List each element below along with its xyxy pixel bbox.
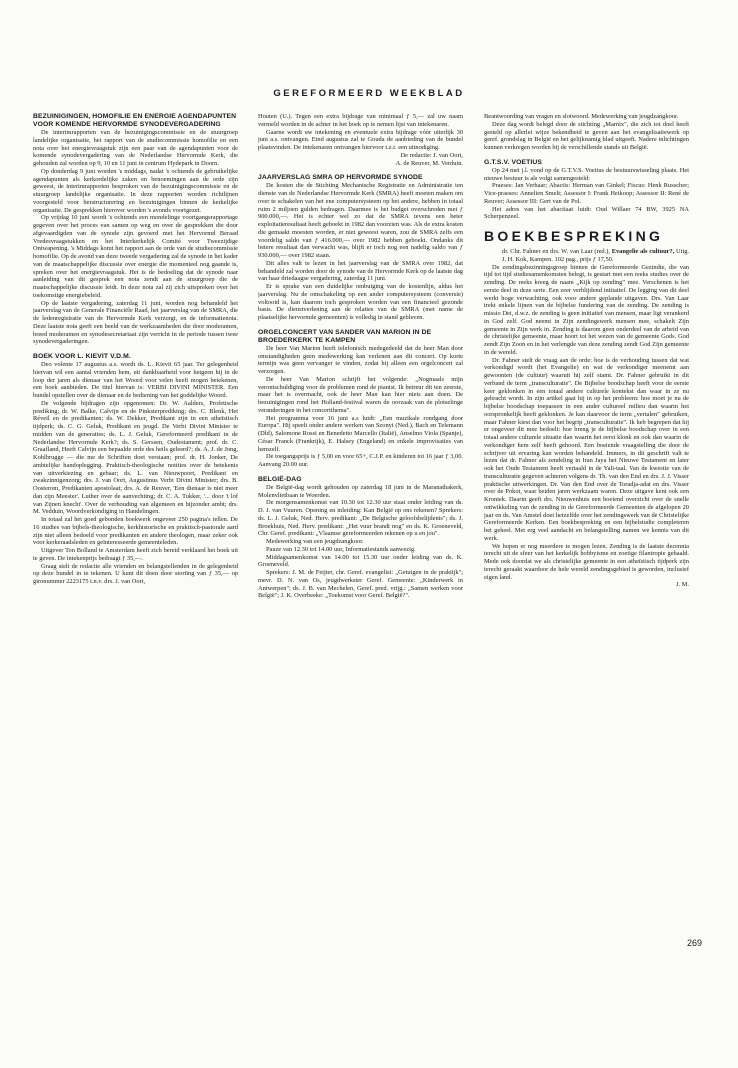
paragraph: Beantwoording van vragen en slotwoord. Medewerking van jeugdzangkoor.	[484, 113, 679, 120]
headline-voetius: G.T.S.V. VOETIUS	[484, 158, 543, 166]
section-title-boekbespreking: BOEKBESPREKING	[484, 228, 664, 244]
paragraph: Houten (U.). Tegen een extra bijdrage van minimaal ƒ 5,— zal uw naam vermeld worden in de achter in het boek op te nemen lijst van intekenaren.	[258, 113, 463, 128]
book-publisher: Uitg. J. H. Kok, Kampen. 102 pag., prijs ƒ 17,50.	[502, 248, 689, 263]
signature: De redactie: J. van Oort,	[400, 151, 463, 159]
paragraph: De volgende bijdragen zijn opgenomen: Dr. W. Aalders, Profetische prediking; dr. W. Balke, Calvijn en de Pinksterprediking; drs. C. Blenk, Het Réveil en de predikanten; ds. W. Dekker, Predikant zijn in een atheïstisch tijdperk; ds. C. G. Geluk, Predikant en jeugd. De Verbi Divini Minister te midden van de generaties; ds. L. J. Geluk, Gereformeerd predikant in de Nederlandse Hervormde Kerk?; ds. S. Gerssen, Oudestament; prof. dr. C. Graafland, Heeft Calvijn een bepaalde orde des heils geleerd?; ds. A. J. de Jong, Kohlbrugge — die me de Schriften doet verstaan; prof. dr. H. Jonker, De ambtelijke handoplegging. Praktisch-theologische notities over de betekenis van uitverkiezing en gebaar; ds. L. van Nieuwpoort, Predikant en zwakzinnigenzorg; drs. J. van Oort, Augustinus Verbi Divini Minister; drs. B. Oosterom, Predikanten apostolaat; drs. A. de Reuver, 'Een dienaar is niet meer dan zijn Meester'. Luther over de aanvechting; dr. C. A. Tukker, '... door 't lof van Zijnen knecht'. Over de verhouding van algemeen en bijzonder ambt; drs. M. Vedduin, Woordverkondiging in Handelingen.	[33, 399, 238, 516]
page-number: 269	[687, 938, 703, 948]
paragraph: Deze dag wordt belegd door de stichting „Marnix", die zich tot doel heeft gesteld op allerlei wijze bekendheid te geven aan het evangelisatiewerk op geref. grondslag in België en het gelijknamig blad uitgeeft. Nadere inlichtingen kunnen verkregen worden bij de verschillende stands uit België.	[484, 120, 689, 151]
paragraph: Het programma voor 16 juni a.s luidt: „Een muzikale rondgang door Europa". Hij speelt onder andere werken van Szonyi (Ned.), Bach en Telemann (Dld), Salomone Rossi en Benedetto Marcello (Italië), Anselmo Viola (Spanje), César Franck (Frankrijk), E. Halsey (Engeland) en enkele improvisaties van hemzelf.	[258, 414, 463, 453]
book-reference	[484, 248, 689, 264]
paragraph: Dr. Fahner stelt de vraag aan de orde: hoe is de verhouding tussen dat wat verkondigd wordt (het Evangelie) en wat de verkondiger meenemt aan gewoonten (de cultuur) waaruit hij zelf stamt. Dr. Fahner gebruikt in dit verband de term „transculturatie". De Bijbelse boodschap heeft voor de eerste keer geklonken in een totaal andere culturele kontekst dan waar in ze nu gebracht wordt. In zijn artikel gaat hij in op het probleem: hoe moet je nu de bijbelse boodschap toepassen in een ander cultureel milieu dan waarin het oorspronkelijk heeft geklonken. Je kan daarvoor de term „vertalen" gebruiken, maar Fahner kiest dan voor het begrip „transculturatie". Ik heb begrepen dat hij er ongeveer dit mee bedoelt: hoe breng je de bijbelse boodschap over in een totaal andere culturele situatie dan waarin het eerst klonk en ook dan waarin de verkondiger hem zelf heeft gehoord. Een boeiende vraagstelling die door de schrijver uit ervaring kan worden behandeld. Immers, in dit geschrift valt te lezen dat dr. Fahner als zendeling in Iran Jaya het Nieuwe Testament en later ook het Oude Testament heeft vertaald in de Yali-taal. Van de kwestie van de transculturatie gegeven achteren volgens dr. Th. van den End en drs. J. J. Visser praktische uitwerkingen. Dr. Van den End over de Toradja-adat en drs. Visser over de Pokot, waar beiden jaren werkzaam waren. Deze uitgave kent ook een Kroniek. Daarin geeft drs. Nieuwenhuis een boeiend overzicht over de snelle ontwikkeling van de zending in de Gereformeerde Gemeenten de afgelopen 20 jaar en ds. Van Amstel doet hetzelfde over het zendingswerk van de Christelijke Gereformeerde Kerken. Een boekbespreking en een bijbelstudie completeren het geheel. Met erg veel aandacht en belangstelling namen we kennis van dit werk.	[484, 356, 689, 542]
paragraph: Dit alles valt te lezen in het jaarverslag van de SMRA over 1982, dat behandeld zal worden door de synode van de Hervormde Kerk op de laatste dag van haar driedaagse vergadering, zaterdag 11 juni.	[258, 259, 463, 283]
book-title: Evangelie als cultuur?,	[611, 248, 675, 255]
paragraph: Pauze van 12.30 tot 14.00 uur, Informatiestands aanwezig.	[266, 545, 416, 553]
paragraph: De heer Van Marion schrijft het volgende: „Nogmaals mijn verontschuldiging voor de problemen rond de pianist. Ik betreur dit ten zeerste, maar het is overmacht, ook de heer Man kan hier niets aan doen. De bezuinigingen rond het Holland-festival waren de oorzaak van de plotselinge veranderingen in het concertthema".	[258, 375, 463, 414]
column-left	[33, 113, 238, 955]
paragraph: De morgensamenkomst van 10.30 tot 12.30 uur staat onder leiding van ds. D. J. van Vuuren. Opening en inleiding: Kan België op ons rekenen? Sprekers: ds. L. J. Geluk, Ned. Herv. predikant: „De Belgische geloofsbelijdenis"; ds. J. Broekhuis, Ned. Herv. predikant: „Het vuur brandt nog" en ds. K. Groeneveld, Chr. Geref. predikant: „Vlaamse gereformeerden rekenen op u en jou".	[258, 499, 463, 538]
paragraph: Het adres van het abactiaat luidt: Oud Willaer 74 BW, 3925 NA Scherpenzeel.	[484, 205, 689, 221]
headline-orgelconcert: ORGELCONCERT VAN SANDER VAN MARION IN DE BROEDERKERK TE KAMPEN	[258, 328, 432, 344]
paragraph: Er is sprake van een duidelijke ombuiging van de kostenlijn, aldus het jaarverslag. Nu de omschakeling op een ander computersysteem (conversie) voltooid is, kan daarom toch gesproken worden van een financieel gezonde basis. De dienstverlening aan de relaties van de SMRA (met name de plaatselijke hervormde gemeenten) is volledig in stand gebleven.	[258, 283, 463, 321]
masthead: GEREFORMEERD WEEKBLAD	[273, 88, 465, 99]
paragraph: De kosten die de Stichting Mechanische Registratie en Administratie ten dienste van de Nederlandse Hervormde Kerk (SMRA) heeft moeten maken om over te schakelen van het ene computersysteem op het andere, hebben in totaal ruim 2 miljoen gulden bedragen. Daarmee is het budget overschreden met ƒ 900.000,—. Het is echter wel zo dat de SMRA tevens een beter exploitatieresultaat heeft geboekt in 1982 dan voorzien was. Als de extra kosten die gemaakt moesten worden, er niet geweest waren, zou de SMRA zelfs een voordelig saldo van ƒ 416.000,— over 1982 hebben geboekt. Ondanks dit betere resultaat dan verwacht was, blijft er toch nog een nadelig saldo van ƒ 930.000,— over 1982 staan.	[258, 182, 463, 259]
paragraph: De toegangsprijs is ƒ 5,00 en voor 65+, C.J.P. en kinderen tot 16 jaar ƒ 3,00. Aanvang 20.00 uur.	[258, 453, 463, 468]
paragraph: De heer Van Marion heeft telefonisch medegedeeld dat de heer Man door omstandigheden geen medewerking kan verlenen aan dit concert. Op korte termijn was geen vervanger te vinden, zodat hij alleen een orgelconcert zal verzorgen.	[258, 344, 463, 375]
paragraph: Op 24 mei j.l. vond op de G.T.V.S. Voetius de bestuurswisseling plaats. Het nieuwe bestuur is als volgt samengesteld:	[484, 166, 689, 182]
paragraph: Uitgever Ton Bolland te Amsterdam heeft zich bereid verklaard het boek uit te geven. De intekenprijs bedraagt ƒ 35,—.	[33, 547, 238, 562]
paragraph: Middagsamenkomst van 14.00 tot 15.30 uur onder leiding van ds. K. Groeneveld.	[258, 553, 463, 569]
headline-belgie-dag: BELGIË-DAG	[258, 475, 302, 483]
headline-boek-kievit: BOEK VOOR L. KIEVIT V.D.M.	[33, 353, 131, 360]
paragraph: De zendingsbezinningsgroep binnen de Gereformeerde Gezindte, die van tijd tot tijd studiesamenkomsten belegt, is gestart met een reeks studies over de zending. De reeks kreeg de naam „Kijk op zending" mee. Verschenen is het eerste deel in deze serie. Een zeer verblijdend initiatief. De legging van dit deel werkt hoge verwachting, ook voor andere geplande uitgaven. Drs. Van Laar trekt enkele lijnen van de bijbelse fundering van de zending. De zending is missio Dei, d.w.z. de zending is geen initiatief van mensen, maar ligt verankerd in God zelf. God neemt in Zijn zendingswerk mensen mee, schakelt Zijn gemeente in Zijn werk in. Zending is daarom geen onderdeel van de arbeid van de christelijke gemeente, maar hoort tot het wezen van de gemeente Gods. God zendt Zijn Zoon en in het verlengde van deze zending zendt God Zijn gemeente in de wereld.	[484, 263, 689, 356]
paragraph: Op de laatste vergadering, zaterdag 11 juni, worden nog behandeld het jaarverslag van de Generale Financiële Raad, het jaarverslag van de SMRA, die de ledenregistratie van de Hervormde Kerk verzorgt, en de informatienota. Deze laatste nota geeft een beeld van de werkzaamheden die door moderamen, breed moderamen en synodesecretariaat zijn verricht in de periode tussen twee synodevergaderingen.	[33, 299, 238, 346]
paragraph: Medewerking van een jeugdzangkoor.	[266, 538, 364, 545]
paragraph: Sprekers: J. M. de Feijter, chr. Geref. evangelist: „Getuigen in de praktijk"; mevr. D. N. van Os, jeugdwerkster Geref. Gemeente: „Kinderwerk in Antwerpen"; ds. J. B. van Mechelen, Geref. pred. vrijg.: „Samen werken voor België"; J. K. Overbeeke: „Toekomst voor Geref. België?".	[258, 569, 463, 600]
headline-jaarverslag-smra: JAARVERSLAG SMRA OP HERVORMDE SYNODE	[258, 174, 423, 182]
paragraph: We hopen er nog meerdere te mogen lezen. Zending is de laatste decennia terecht uit de sfeer van het kerkelijk hobbyisme en zoetige filantropie gehaald. Mede ook doordat we als christelijke gemeente in een atheïstisch tijdperk zijn terecht geraakt waardoor de hele wereld zendingsgebied is geworden, inclusief eigen land.	[484, 542, 689, 581]
paragraph: De interimrapporten van de bezuinigingscommissie en de stuurgroep landelijke organisatie, het rapport van de studiecommissie homofilie en een nota over het energievraagstuk zijn een paar van de agendapunten voor de komende synodevergadering van de Nederlandse Hervormde Kerk, die gehouden zal worden op 9, 10 en 11 juni in centrum Hydepark in Doorn.	[33, 129, 238, 167]
paragraph: In totaal zal het goed gebonden boekwerk ongeveer 250 pagina's tellen. De 16 studies van bijbels-theologische, kerkhistorische en praktisch-pastorale aard zijn niet alleen bedoeld voor predikanten en andere theologen, maar zeker ook voor kerkeraadsleden en geïnteresseerde gemeenteleden.	[33, 516, 238, 547]
column-right	[484, 113, 689, 955]
column-middle	[258, 113, 463, 955]
paragraph: Gaarne wordt uw intekening en eventuele extra bijdrage vóór uiterlijk 30 juni a.s. ontvangen. Eind augustus zal te Gouda de aanbieding van de bundel plaatsvinden. De intekenaren ontvangen hiervoor t.z.t. een uitnodiging.	[258, 128, 463, 151]
paragraph: Op vrijdag 10 juni wordt 's ochtends een mondelinge voortgangsrapportage gegeven over het proces van samen op weg en over de gesprekken die door afgevaardigden van de synode zijn gevoerd met het Hervormd Beraad Vredesvraagstukken en het Interkerkelijk Comité voor Tweezijdige Ontwapening. 's Middags komt het rapport aan de orde van de studiecommissie homofilie. Op de avond van deze tweede vergadering zal de synode in het kader van de maatschappelijke discussie over energie die momenteel nog gaande is, spreken over het energievraagstuk. Het is de bedoeling dat de synode naar aanleiding van dit gesprek een nota zendt aan de stuurgroep die de maatschappelijke discussie leidt. In deze nota zal zij zich uitspreken over het toekomstige energiebeleid.	[33, 214, 238, 299]
paragraph: De België-dag wordt gehouden op zaterdag 18 juni in de Maranathakerk, Molenvlietbaan te Woerden.	[258, 483, 463, 499]
paragraph: Deo volente 17 augustus a.s. wordt ds. L. Kievit 65 jaar. Ter gelegenheid hiervan wil een aantal vrienden hem, uit dankbaarheid voor hetgeen hij in de loop der jaren als dienaar van het Woord voor velen heeft mogen betekenen, een boek aanbieden. De titel hiervan is: VERBI DIVINI MINISTER. Een bundel opstellen over de dienaar en de bediening van het goddelijke Woord.	[33, 361, 238, 399]
book-editors: dr. Chr. Fahner en drs. W. van Laar (red.),	[502, 248, 610, 255]
headline-bezuinigingen: BEZUINIGINGEN, HOMOFILIE EN ENERGIE AGENDAPUNTEN VOOR KOMENDE HERVORMDE SYNODEVERGADERING	[33, 113, 237, 128]
signature: J. M.	[676, 581, 689, 589]
paragraph: Graag stelt de redactie alle vrienden en belangstellenden in de gelegenheid op deze bundel in te tekenen. U kunt dit doen door storting van ƒ 35,— op gironummer 2223175 t.n.v. drs. J. van Oort,	[33, 562, 238, 585]
paragraph: Op donderdag 9 juni worden 's middags, nadat 's ochtends de gebruikelijke agendapunten als kerkordelijke zaken en benoemingen aan de orde zijn geweest, de interimrapporten besproken van de bezuinigingscommissie en de stuurgroep landelijke organisatie. In deze rapporten worden richtlijnen voorgesteld voor herstructurering en bezuinigingen binnen de kerkelijke organisatie. De gesprekken hierover worden 's avonds voortgezet.	[33, 167, 238, 214]
paragraph: Praeses: Jan Verhaar; Abactis: Herman van Ginkel; Fiscus: Henk Russcher; Vice-praeses: Annelien Smelt; Assessor I: Frank Heikoop; Assessor II: René de Reuver; Assessor III: Gert van de Pol.	[484, 182, 689, 205]
signature: A. de Reuver, M. Verduin.	[395, 159, 463, 167]
